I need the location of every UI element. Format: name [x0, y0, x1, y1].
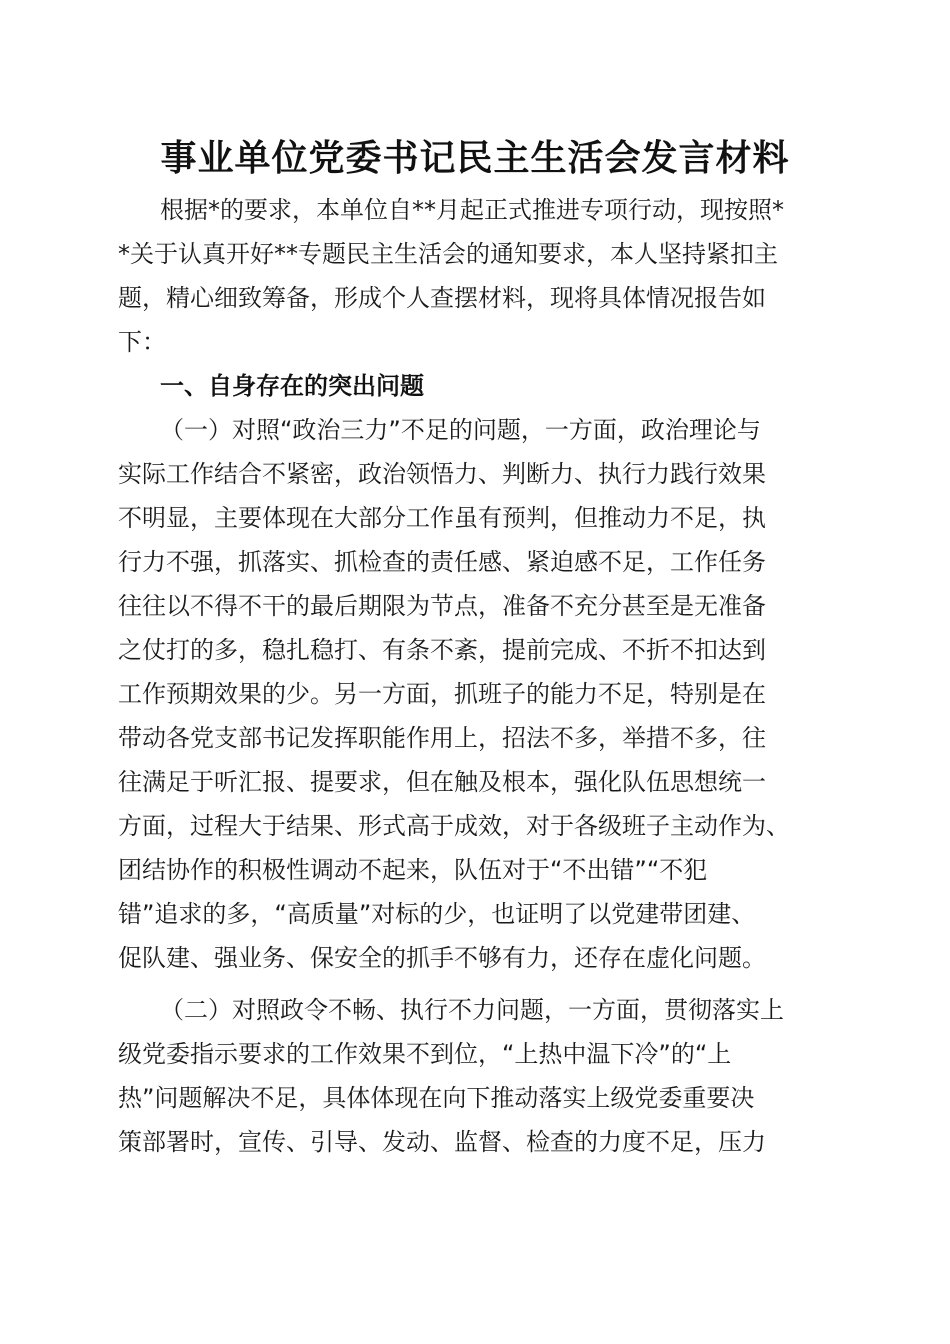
intro-line-2: *关于认真开好**专题民主生活会的通知要求，本人坚持紧扣主	[118, 240, 778, 268]
para1-line-3: 不明显，主要体现在大部分工作虽有预判，但推动力不足，执	[118, 504, 766, 532]
section-heading: 一、自身存在的突出问题	[160, 372, 424, 400]
para1-line-10: 方面，过程大于结果、形式高于成效，对于各级班子主动作为、	[118, 812, 790, 840]
para1-line-6: 之仗打的多，稳扎稳打、有条不紊，提前完成、不折不扣达到	[118, 636, 766, 664]
para1-line-4: 行力不强，抓落实、抓检查的责任感、紧迫感不足，工作任务	[118, 548, 766, 576]
para1-line-11: 团结协作的积极性调动不起来，队伍对于“不出错”“不犯	[118, 856, 708, 884]
para2-line-3: 热”问题解决不足，具体体现在向下推动落实上级党委重要决	[118, 1084, 755, 1112]
para1-line-2: 实际工作结合不紧密，政治领悟力、判断力、执行力践行效果	[118, 460, 766, 488]
para1-line-9: 往满足于听汇报、提要求，但在触及根本，强化队伍思想统一	[118, 768, 766, 796]
para1-line-13: 促队建、强业务、保安全的抓手不够有力，还存在虚化问题。	[118, 944, 766, 972]
intro-line-1: 根据*的要求，本单位自**月起正式推进专项行动，现按照*	[160, 196, 784, 224]
para2-line-2: 级党委指示要求的工作效果不到位，“上热中温下冷”的“上	[118, 1040, 732, 1068]
intro-line-3: 题，精心细致筹备，形成个人查摆材料，现将具体情况报告如	[118, 284, 766, 312]
para1-line-8: 带动各党支部书记发挥职能作用上，招法不多，举措不多，往	[118, 724, 766, 752]
para1-line-7: 工作预期效果的少。另一方面，抓班子的能力不足，特别是在	[118, 680, 766, 708]
para1-line-5: 往往以不得不干的最后期限为节点，准备不充分甚至是无准备	[118, 592, 766, 620]
para2-line-1: （二）对照政令不畅、执行不力问题，一方面，贯彻落实上	[160, 996, 784, 1024]
document-title: 事业单位党委书记民主生活会发言材料	[160, 137, 790, 179]
para2-line-4: 策部署时，宣传、引导、发动、监督、检查的力度不足，压力	[118, 1128, 766, 1156]
para1-line-1: （一）对照“政治三力”不足的问题，一方面，政治理论与	[160, 416, 761, 444]
intro-line-4: 下：	[118, 328, 166, 356]
para1-line-12: 错”追求的多，“高质量”对标的少，也证明了以党建带团建、	[118, 900, 756, 928]
